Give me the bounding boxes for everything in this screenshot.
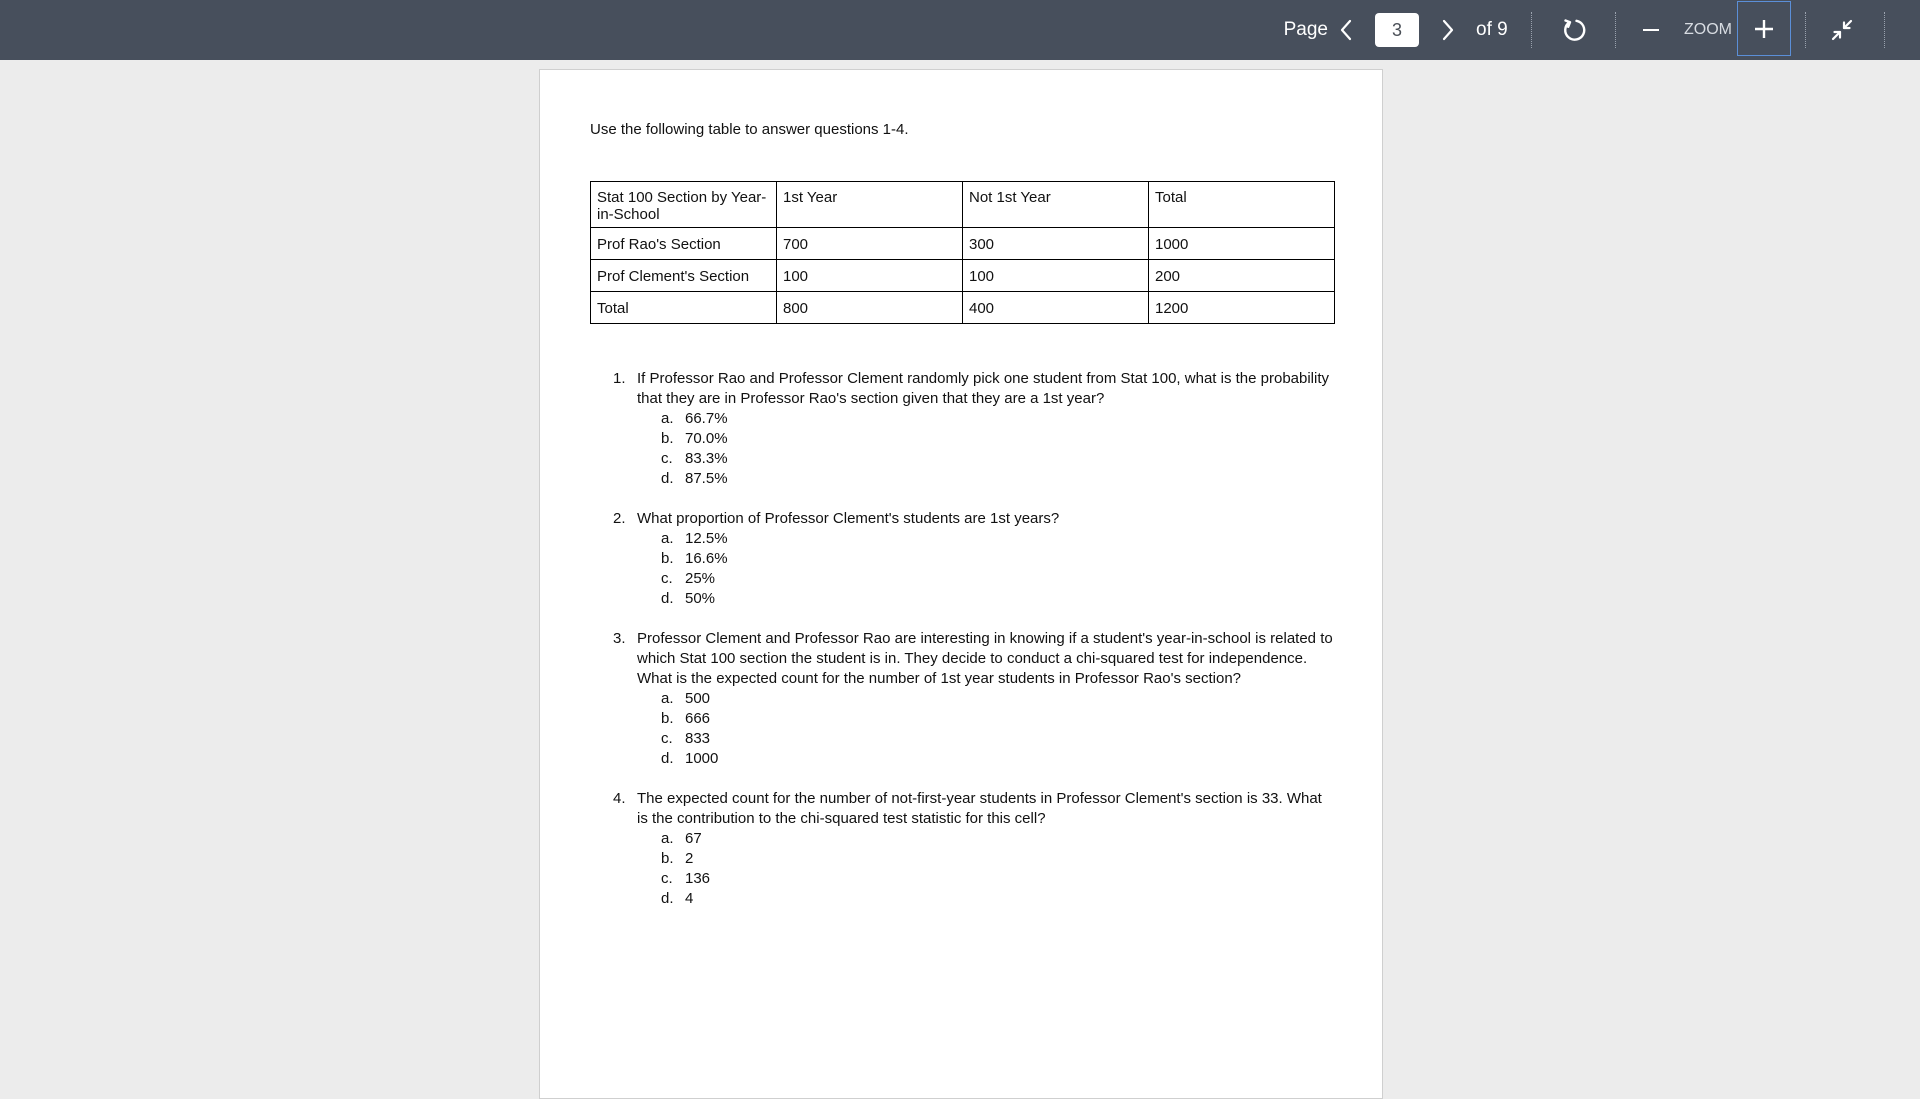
answer-choice (661, 529, 1333, 549)
choice-letter: a. (661, 690, 674, 707)
choice-text: 1000 (685, 750, 719, 767)
choice-text: 4 (685, 890, 694, 907)
table-row (591, 260, 1335, 292)
reset-zoom-button[interactable] (1554, 0, 1594, 60)
choice-text: 87.5% (685, 470, 728, 487)
answer-choice (661, 589, 1333, 609)
choice-text: 67 (685, 830, 702, 847)
pdf-toolbar (0, 0, 1920, 60)
chevron-right-icon (1440, 18, 1456, 42)
table-row (591, 228, 1335, 260)
answer-choice (661, 429, 1333, 449)
rotate-icon (1561, 17, 1587, 43)
choice-letter: b. (661, 550, 674, 567)
table-cell: Prof Clement's Section (591, 260, 777, 292)
question-1 (613, 369, 1333, 489)
table-header-cell: Stat 100 Section by Year-in-School (591, 182, 777, 228)
table-cell: 800 (777, 292, 963, 324)
table-cell: 700 (777, 228, 963, 260)
answer-choices (661, 409, 1333, 489)
choice-letter: d. (661, 890, 674, 907)
toolbar-divider (1531, 12, 1532, 48)
table-cell: 1200 (1149, 292, 1335, 324)
table-cell: Prof Rao's Section (591, 228, 777, 260)
collapse-arrows-icon (1829, 17, 1855, 43)
choice-text: 83.3% (685, 450, 728, 467)
choice-text: 12.5% (685, 530, 728, 547)
page-number-input[interactable] (1375, 13, 1419, 47)
table-header-cell: Total (1149, 182, 1335, 228)
choice-letter: d. (661, 590, 674, 607)
document-page (539, 69, 1383, 1099)
question-text: Professor Clement and Professor Rao are interesting in knowing if a student's year-in-school is related to which Stat 100 section the student is in. They decide to conduct a chi-squared test for independence. What is the expected count for the number of 1st year students in Professor Rao's section? (637, 630, 1333, 687)
minus-icon (1641, 20, 1661, 40)
question-number: 2. (613, 510, 626, 527)
choice-letter: b. (661, 850, 674, 867)
answer-choice (661, 409, 1333, 429)
answer-choice (661, 749, 1333, 769)
toolbar-divider (1884, 12, 1885, 48)
choice-text: 66.7% (685, 410, 728, 427)
choice-letter: c. (661, 870, 673, 887)
choice-text: 500 (685, 690, 711, 707)
question-number: 4. (613, 790, 626, 807)
answer-choices (661, 529, 1333, 609)
exit-fullscreen-button[interactable] (1822, 0, 1862, 60)
next-page-button[interactable] (1432, 0, 1464, 60)
table-cell: 1000 (1149, 228, 1335, 260)
previous-page-button[interactable] (1330, 0, 1362, 60)
zoom-out-button[interactable] (1636, 0, 1666, 60)
answer-choice (661, 709, 1333, 729)
choice-text: 70.0% (685, 430, 728, 447)
table-cell: Total (591, 292, 777, 324)
zoom-label: ZOOM (1684, 21, 1732, 38)
plus-icon (1753, 18, 1775, 40)
toolbar-divider (1805, 12, 1806, 48)
table-cell: 100 (777, 260, 963, 292)
answer-choice (661, 449, 1333, 469)
choice-letter: a. (661, 830, 674, 847)
question-text: If Professor Rao and Professor Clement randomly pick one student from Stat 100, what is the probability that they are in Professor Rao's section given that they are a 1st year? (637, 370, 1330, 407)
choice-letter: c. (661, 730, 673, 747)
choice-text: 833 (685, 730, 711, 747)
table-cell: 100 (963, 260, 1149, 292)
instructions-text: Use the following table to answer questions 1-4. (590, 121, 909, 138)
page-label: Page (1283, 19, 1328, 40)
question-number: 1. (613, 370, 626, 387)
page-count-label: of 9 (1476, 19, 1508, 40)
choice-text: 136 (685, 870, 711, 887)
table-cell: 400 (963, 292, 1149, 324)
choice-letter: d. (661, 750, 674, 767)
answer-choices (661, 689, 1333, 769)
table-header-cell: Not 1st Year (963, 182, 1149, 228)
choice-letter: b. (661, 430, 674, 447)
answer-choice (661, 889, 1333, 909)
answer-choice (661, 469, 1333, 489)
zoom-in-button[interactable] (1737, 1, 1791, 56)
table-row (591, 292, 1335, 324)
question-4 (613, 789, 1333, 909)
answer-choice (661, 849, 1333, 869)
question-text: What proportion of Professor Clement's students are 1st years? (637, 510, 1060, 527)
choice-text: 25% (685, 570, 716, 587)
table-header-cell: 1st Year (777, 182, 963, 228)
answer-choice (661, 569, 1333, 589)
question-3 (613, 629, 1333, 769)
toolbar-divider (1615, 12, 1616, 48)
answer-choice (661, 689, 1333, 709)
choice-letter: a. (661, 530, 674, 547)
question-text: The expected count for the number of not-first-year students in Professor Clement's section is 33. What is the contribution to the chi-squared test statistic for this cell? (637, 790, 1322, 827)
choice-letter: a. (661, 410, 674, 427)
answer-choice (661, 549, 1333, 569)
choice-text: 666 (685, 710, 711, 727)
answer-choice (661, 729, 1333, 749)
choice-text: 2 (685, 850, 694, 867)
choice-letter: c. (661, 570, 673, 587)
table-cell: 200 (1149, 260, 1335, 292)
chevron-left-icon (1338, 18, 1354, 42)
contingency-table (590, 181, 1335, 324)
choice-text: 16.6% (685, 550, 728, 567)
table-cell: 300 (963, 228, 1149, 260)
answer-choice (661, 829, 1333, 849)
question-number: 3. (613, 630, 626, 647)
question-2 (613, 509, 1333, 609)
choice-letter: d. (661, 470, 674, 487)
answer-choice (661, 869, 1333, 889)
choice-letter: c. (661, 450, 673, 467)
table-header-row (591, 182, 1335, 228)
answer-choices (661, 829, 1333, 909)
choice-letter: b. (661, 710, 674, 727)
choice-text: 50% (685, 590, 716, 607)
